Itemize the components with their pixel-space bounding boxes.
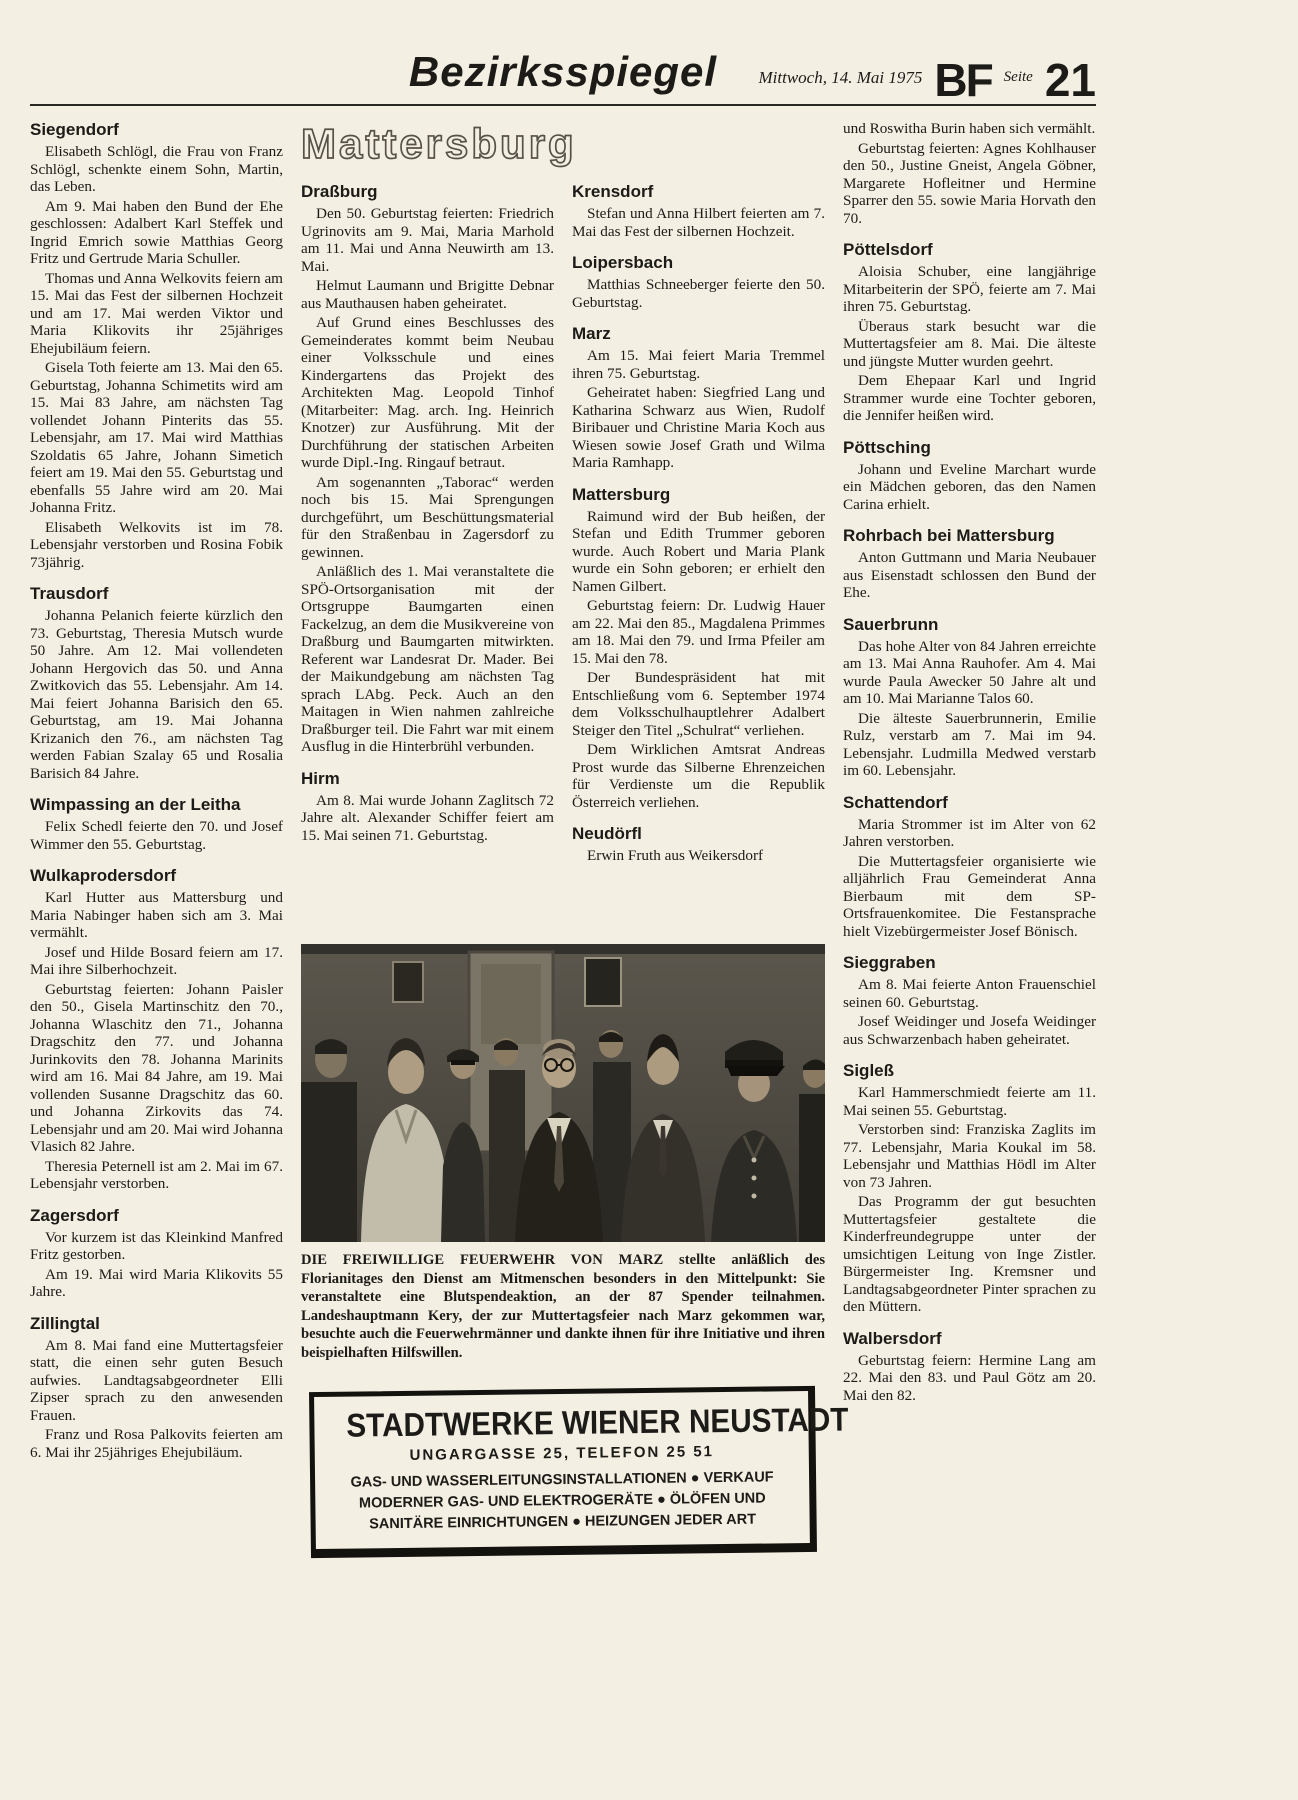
article-paragraph: und Roswitha Burin haben sich vermählt. — [843, 120, 1096, 137]
article-paragraph: Josef Weidinger und Josefa Weidinger aus Schwarzenbach haben geheiratet. — [843, 1013, 1096, 1048]
article-paragraph: Am 19. Mai wird Maria Klikovits 55 Jahre. — [30, 1265, 283, 1300]
article-paragraph: Helmut Laumann und Brigitte Debnar aus Mauthausen haben geheiratet. — [301, 277, 554, 312]
article-schattendorf — [843, 793, 1096, 941]
article-zillingtal — [30, 1314, 283, 1462]
article-paragraph: Felix Schedl feierte den 70. und Josef Wimmer den 55. Geburtstag. — [30, 818, 283, 853]
article-paragraph: Matthias Schneeberger feierte den 50. Geburtstag. — [572, 276, 825, 311]
article-heading: Walbersdorf — [843, 1328, 942, 1348]
article-paragraph: Am 8. Mai wurde Johann Zaglitsch 72 Jahre alt. Alexander Schiffer feiert am 15. Mai seinen 71. Geburtstag. — [301, 791, 554, 844]
article-paragraph: Geburtstag feierten: Agnes Kohlhauser den 50., Justine Gneist, Angela Göbner, Margarete Hofleitner und Hermine Sparrer den 55. sowie Maria Horvath den 70. — [843, 139, 1096, 227]
article-paragraph: Vor kurzem ist das Kleinkind Manfred Fritz gestorben. — [30, 1228, 283, 1263]
article-paragraph: Geburtstag feiern: Dr. Ludwig Hauer am 22. Mai den 85., Magdalena Primmes am 18. Mai den 79. und Irma Pfeiler am 15. Mai den 78. — [572, 597, 825, 667]
photo-caption — [301, 1251, 825, 1363]
article-paragraph: Am 15. Mai feiert Maria Tremmel ihren 75. Geburtstag. — [572, 347, 825, 382]
article-paragraph: Erwin Fruth aus Weikersdorf — [587, 847, 764, 864]
article-pottsching — [843, 438, 1096, 514]
article-paragraph: Am 8. Mai feierte Anton Frauenschiel seinen 60. Geburtstag. — [843, 976, 1096, 1011]
article-heading: Pöttelsdorf — [843, 240, 933, 259]
article-heading: Marz — [572, 324, 611, 343]
paper-logo: BF — [934, 53, 992, 106]
column-middle — [301, 120, 849, 1555]
column-1 — [30, 120, 283, 1463]
article-paragraph: Thomas und Anna Welkovits feiern am 15. Mai das Fest der silbernen Hochzeit und am 17. Mai werden Viktor und Maria Klikovits ihr 25jähriges Ehejubiläum feiern. — [30, 269, 283, 357]
article-heading: Schattendorf — [843, 792, 948, 812]
ad-title: STADTWERKE WIENER NEUSTADT — [346, 1400, 849, 1444]
article-sigless — [843, 1061, 1096, 1316]
ad-address: UNGARGASSE 25, TELEFON 25 51 — [409, 1442, 715, 1464]
article-siegendorf — [30, 120, 283, 571]
page-content — [30, 40, 1096, 1555]
article-paragraph: Stefan und Anna Hilbert feierten am 7. Mai das Fest der silbernen Hochzeit. — [572, 205, 825, 240]
article-heading: Draßburg — [301, 182, 378, 201]
advertisement-stadtwerke — [309, 1385, 849, 1557]
ad-services: GAS- UND WASSERLEITUNGSINSTALLATIONEN ● VERKAUF MODERNER GAS- UND ELEKTROGERÄTE ● ÖLÖFEN UND SANITÄRE EINRICHTUNGEN ● HEIZUNGEN JEDER ART — [350, 1468, 774, 1532]
article-heading: Sieggraben — [843, 953, 936, 972]
article-krensdorf — [572, 182, 825, 240]
article-drassburg — [301, 182, 554, 756]
page-header — [30, 40, 1096, 106]
article-paragraph: Auf Grund eines Beschlusses des Gemeinderates kommt beim Neubau einer Volksschule und eines Kindergartens das Projekt des Architekten Mag. Leopold Tinhof (Mitarbeiter: Mag. arch. Ing. Heinrich Knotzer) zur Ausführung. Mit der Durchführung der statischen Arbeiten wurde Dipl.-Ing. Ringauf betraut. — [301, 314, 554, 471]
article-paragraph: Theresia Peternell ist am 2. Mai im 67. Lebensjahr verstorben. — [30, 1157, 283, 1192]
article-continuation — [843, 120, 1096, 227]
article-zagersdorf — [30, 1206, 283, 1301]
article-heading: Pöttsching — [843, 437, 931, 457]
article-paragraph: Elisabeth Welkovits ist im 78. Lebensjahr verstorben und Rosina Fobik 73jährig. — [30, 518, 283, 571]
article-paragraph: Verstorben sind: Franziska Zaglits im 77. Lebensjahr, Maria Koukal im 58. Lebensjahr und Matthias Hödl im Alter von 73 Jahren. — [843, 1121, 1096, 1191]
article-heading: Sigleß — [843, 1061, 895, 1080]
article-paragraph: Überaus stark besucht war die Muttertagsfeier am 8. Mai. Die älteste und jüngste Mutter wurden geehrt. — [843, 317, 1096, 370]
article-rohrbach-bei-mattersburg — [843, 526, 1096, 602]
article-neudorfl — [572, 824, 825, 865]
article-heading: Wulkaprodersdorf — [30, 866, 177, 885]
photo-caption-lead: DIE FREIWILLIGE FEUERWEHR VON MARZ — [301, 1252, 664, 1268]
article-heading: Zagersdorf — [30, 1205, 119, 1225]
paper-title: Bezirksspiegel — [408, 48, 718, 95]
article-paragraph: Gisela Toth feierte am 13. Mai den 65. Geburtstag, Johanna Schimetits wird am 15. Mai 83 Jahre, am nächsten Tag vollendet Johann Pinterits das 55. Lebensjahr, am 17. Mai wird Matthias Szoldatis 65 Jahre, Johann Simetich feiert am 19. Mai den 55. Geburtstag und ebenfalls 55 Jahre wird am 20. Mai Johanna Fritz. — [30, 359, 283, 516]
article-paragraph: Die Muttertagsfeier organisierte wie alljährlich Frau Gemeinderat Anna Bierbaum mit dem SP-Ortsfrauenkomitee. Die Festansprache hielt Vizebürgermeister Josef Bönisch. — [843, 852, 1096, 940]
article-marz — [572, 324, 825, 472]
section-masthead — [301, 120, 825, 172]
article-wulkaprodersdorf — [30, 866, 283, 1193]
article-heading: Rohrbach bei Mattersburg — [843, 526, 1055, 545]
article-paragraph: Geburtstag feierten: Johann Paisler den 50., Gisela Martinschitz den 70., Johanna Wlaschitz den 71., Johanna Dragschitz den 77. und Johanna Jurinkovits den 78. Johanna Marinits wird am 16. Mai 84 Jahre, am 19. Mai vollenden Susanne Dragschitz das 60. und Johanna Zirkovits das 74. Lebensjahr und am 20. Mai wird Johanna Vlasich 82 Jahre. — [30, 980, 283, 1155]
news-photo-figure — [301, 944, 825, 1363]
article-heading: Mattersburg — [572, 484, 671, 504]
page-number: 21 — [1044, 53, 1096, 106]
article-paragraph: Am sogenannten „Taborac“ werden noch bis 15. Mai Sprengungen durchgeführt, um Beschüttungsmaterial für den Straßenbau in Zagersdorf zu gewinnen. — [301, 473, 554, 561]
article-heading: Wimpassing an der Leitha — [30, 795, 241, 814]
article-paragraph: Dem Wirklichen Amtsrat Andreas Prost wurde das Silberne Ehrenzeichen für Verdienste um die Republik Österreich verliehen. — [572, 741, 825, 811]
article-paragraph: Die älteste Sauerbrunnerin, Emilie Rulz, verstarb am 7. Mai im 94. Lebensjahr. Ludmilla Medwed verstarb im 60. Lebensjahr. — [843, 709, 1096, 779]
column-4 — [843, 120, 1096, 1406]
article-paragraph: Johanna Pelanich feierte kürzlich den 73. Geburtstag, Theresia Mutsch wurde 50 Jahre. Am 12. Mai vollendeten Johann Hergovich das 50. und Anna Zwitkovich das 55. Lebensjahr. Am 14. Mai feiert Johanna Barisich den 65. Geburtstag, am 19. Mai Johanna Krizanich den 76., am nächsten Tag werden Fabian Szalay 65 und Rosalia Barisich 84 Jahre. — [30, 607, 283, 782]
article-heading: Krensdorf — [572, 182, 654, 201]
article-heading: Siegendorf — [30, 120, 119, 139]
article-pottelsdorf — [843, 240, 1096, 425]
article-paragraph: Aloisia Schuber, eine langjährige Mitarbeiterin der SPÖ, feierte am 7. Mai ihren 75. Geburtstag. — [843, 263, 1096, 315]
article-paragraph: Raimund wird der Bub heißen, der Stefan und Edith Trummer geboren wurde. Auch Robert und Maria Plank wurde ein Sohn geboren; er erhielt den Namen Gilbert. — [572, 507, 825, 595]
article-paragraph: Karl Hammerschmiedt feierte am 11. Mai seinen 55. Geburtstag. — [843, 1084, 1096, 1119]
article-loipersbach — [572, 253, 825, 311]
article-heading: Zillingtal — [30, 1313, 100, 1333]
feuerwehr-group-photo — [301, 944, 825, 1242]
article-hirm — [301, 769, 554, 845]
article-paragraph: Karl Hutter aus Mattersburg und Maria Nabinger haben sich am 3. Mai vermählt. — [30, 889, 283, 941]
article-paragraph: Josef und Hilde Bosard feiern am 17. Mai ihre Silberhochzeit. — [30, 943, 283, 978]
article-wimpassing-an-der-leitha — [30, 795, 283, 853]
article-paragraph: Anläßlich des 1. Mai veranstaltete die SPÖ-Ortsorganisation mit der Ortsgruppe Baumgarten einen Fackelzug, an dem die Musikvereine von Draßburg und Baumgarten mitwirkten. Referent war Landesrat Dr. Mader. Bei der Maikundgebung am nächsten Tag sprach LAbg. Peck. Auch an den Maitagen in Wien nahmen zahlreiche Draßburger teil. Die Fahrt war mit einem Ausflug in die Hinterbrühl verbunden. — [301, 563, 554, 755]
article-paragraph: Maria Strommer ist im Alter von 62 Jahren verstorben. — [843, 815, 1096, 850]
article-paragraph: Johann und Eveline Marchart wurde ein Mädchen geboren, das den Namen Carina erhielt. — [843, 460, 1096, 513]
article-heading: Loipersbach — [572, 253, 674, 272]
article-sieggraben — [843, 953, 1096, 1048]
article-heading: Neudörfl — [572, 824, 642, 843]
article-paragraph: Franz und Rosa Palkovits feierten am 6. Mai ihr 25jähriges Ehejubiläum. — [30, 1426, 283, 1461]
article-walbersdorf — [843, 1329, 1096, 1405]
column-3 — [572, 182, 825, 938]
article-paragraph: Elisabeth Schlögl, die Frau von Franz Schlögl, schenkte einem Sohn, Martin, das Leben. — [30, 143, 283, 195]
body-columns — [30, 120, 1096, 1555]
masthead-title: Mattersburg — [301, 120, 577, 167]
article-heading: Hirm — [301, 768, 340, 788]
photo-caption-text: stellte anläßlich des Florianitages den Dienst am Mitmenschen besonders in den Mittelpunkt: Sie veranstaltete eine Blutspendeaktion, an der 87 Spender teilnahmen. Landeshauptmann Kery, der zur Muttertagsfeier nach Marz gekommen war, besuchte auch die Feuerwehrmänner und dankte ihnen für ihre Initiative und ihren beispielhaften Hilfswillen. — [301, 1252, 826, 1361]
article-paragraph: Anton Guttmann und Maria Neubauer aus Eisenstadt schlossen den Bund der Ehe. — [843, 549, 1096, 601]
article-paragraph: Der Bundespräsident hat mit Entschließung vom 6. September 1974 dem Volksschulhauptlehrer Adalbert Steiger den Titel „Schulrat“ verliehen. — [572, 669, 825, 739]
article-trausdorf — [30, 584, 283, 782]
article-paragraph: Am 8. Mai fand eine Muttertagsfeier statt, die einen sehr guten Besuch aufwies. Landtagsabgeordneter Elli Zipser sprach zu den anwesenden Frauen. — [30, 1336, 283, 1424]
article-heading: Trausdorf — [30, 584, 109, 603]
column-2 — [301, 182, 554, 938]
article-sauerbrunn — [843, 615, 1096, 780]
article-paragraph: Dem Ehepaar Karl und Ingrid Strammer wurde eine Tochter geboren, die Jennifer heißen wird. — [843, 372, 1096, 424]
article-paragraph: Den 50. Geburtstag feierten: Friedrich Ugrinovits am 9. Mai, Maria Marhold am 11. Mai und Anna Neuwirth am 13. Mai. — [301, 205, 554, 275]
article-paragraph: Am 9. Mai haben den Bund der Ehe geschlossen: Adalbert Karl Steffek und Ingrid Emrich sowie Matthias Georg Fritz und Gertrude Maria Schuller. — [30, 197, 283, 267]
middle-text-columns — [301, 182, 825, 938]
header-meta — [758, 53, 1096, 106]
article-paragraph: Das hohe Alter von 84 Jahren erreichte am 13. Mai Anna Rauhofer. Am 4. Mai wurde Paula Awecker 50 Jahre alt und am 10. Mai Marianne Talos 60. — [843, 637, 1096, 707]
article-heading: Sauerbrunn — [843, 614, 939, 634]
article-mattersburg — [572, 485, 825, 812]
article-paragraph: Geburtstag feiern: Hermine Lang am 22. Mai den 83. und Paul Götz am 20. Mai den 82. — [843, 1351, 1096, 1404]
issue-date: Mittwoch, 14. Mai 1975 — [758, 68, 923, 87]
article-paragraph: Das Programm der gut besuchten Muttertagsfeier gestaltete die Kinderfreundegruppe unter der umsichtigen Leitung von Inge Zistler. Bürgermeister Ing. Kremsner und Landtagsabgeordneter Pinter sprachen zu den Müttern. — [843, 1193, 1096, 1315]
page-label: Seite — [1003, 69, 1033, 85]
article-paragraph: Geheiratet haben: Siegfried Lang und Katharina Schwarz aus Wien, Rudolf Biribauer und Christine Maria Koch aus Wiesen sowie Josef Grath und Wilma Maria Ramhapp. — [572, 384, 825, 471]
